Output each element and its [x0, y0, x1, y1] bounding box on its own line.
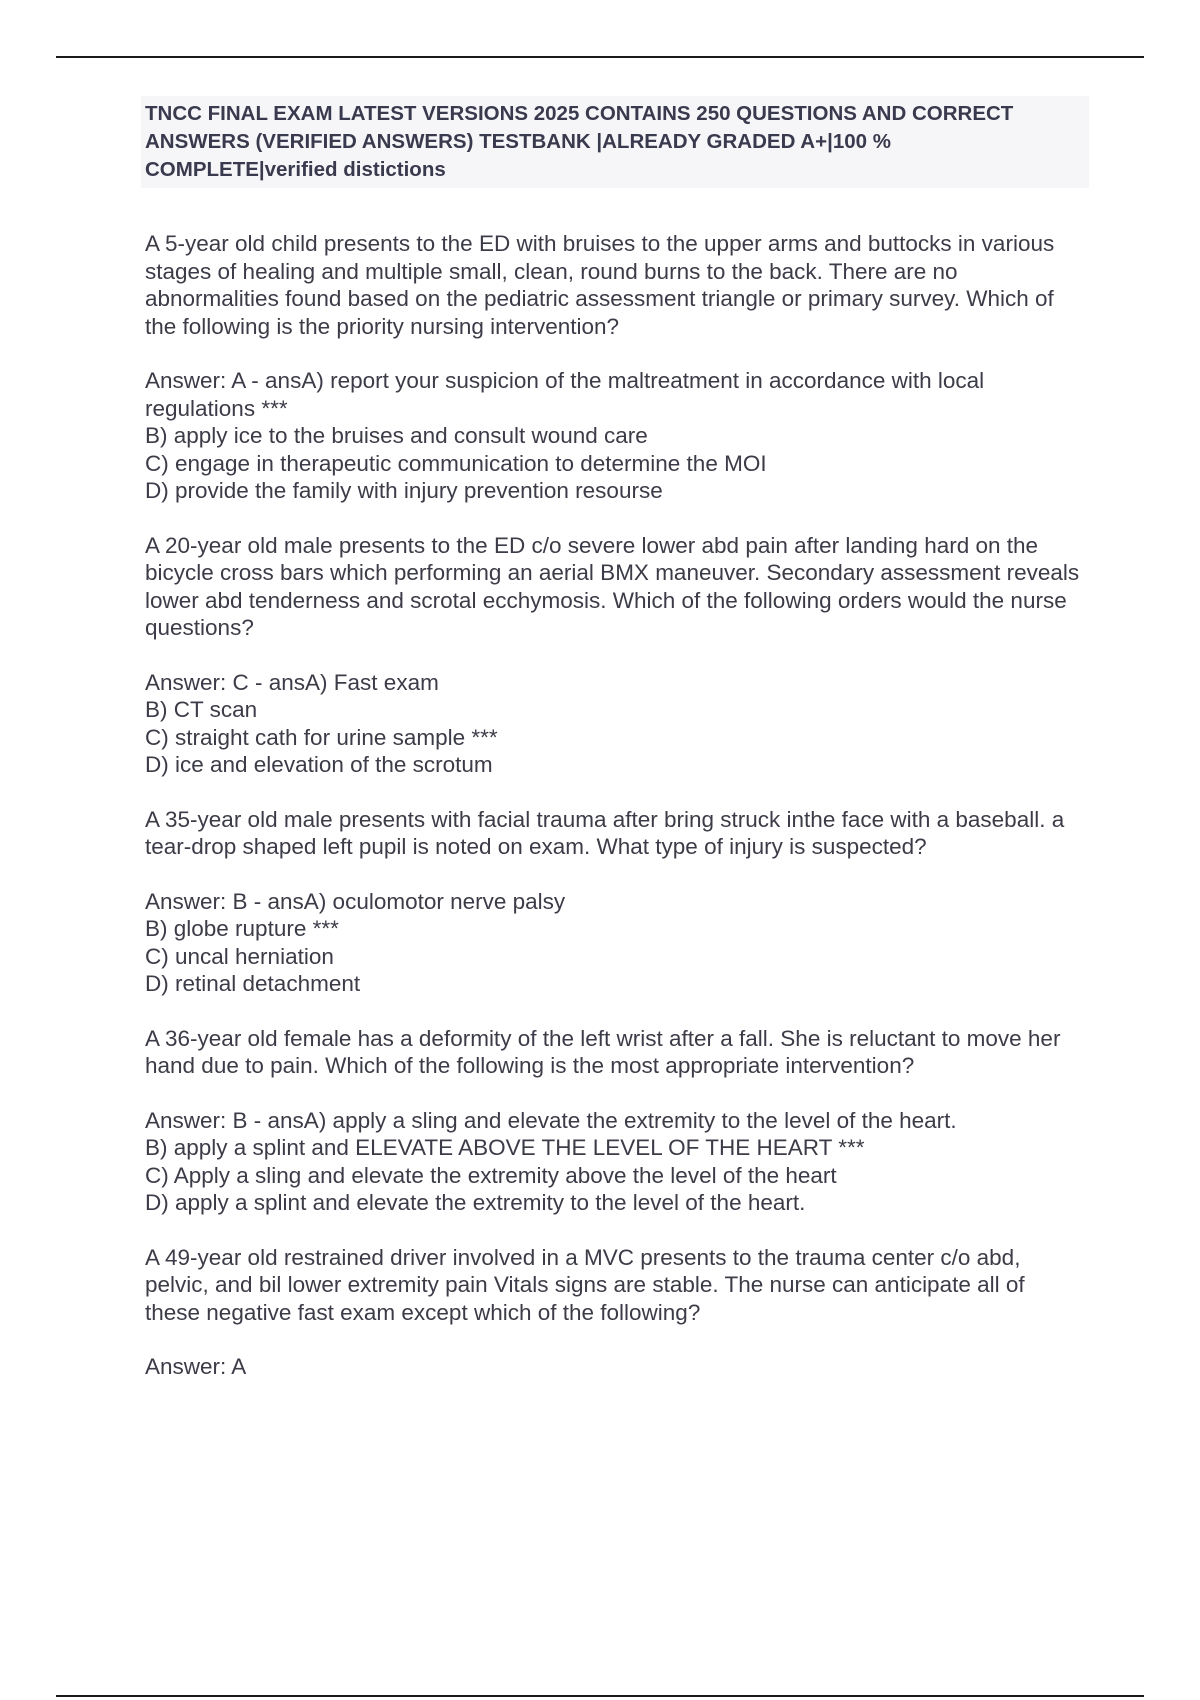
answer-line-2: Answer: C - ansA) Fast exam [145, 669, 439, 695]
option-3b: B) globe rupture *** [145, 916, 339, 941]
document-title: TNCC FINAL EXAM LATEST VERSIONS 2025 CONTAINS 250 QUESTIONS AND CORRECT ANSWERS (VERIFIED ANSWERS) TESTBANK |ALREADY GRADED A+|100 % COMPLETE|verified distictions [145, 102, 1014, 181]
question-3: A 35-year old male presents with facial trauma after bring struck inthe face with a baseball. a tear-drop shaped left pupil is noted on exam. What type of injury is suspected? [145, 806, 1065, 859]
answer-line-5: Answer: A [145, 1354, 247, 1379]
question-5: A 49-year old restrained driver involved in a MVC presents to the trauma center c/o abd, pelvic, and bil lower extremity pain Vitals signs are stable. The nurse can anticipate all of these negative fast exam except which of the following? [145, 1244, 1025, 1325]
answer-block-3 [145, 888, 1080, 998]
answer-line-4: Answer: B - ansA) apply a sling and elevate the extremity to the level of the heart. [145, 1107, 957, 1133]
option-4c: C) Apply a sling and elevate the extremity above the level of the heart [145, 1162, 837, 1188]
question-1: A 5-year old child presents to the ED with bruises to the upper arms and buttocks in various stages of healing and multiple small, clean, round burns to the back. There are no abnormalities found based on the pediatric assessment triangle or primary survey. Which of the following is the priority nursing intervention? [145, 231, 1055, 339]
option-2c: C) straight cath for urine sample *** [145, 724, 498, 750]
option-2d: D) ice and elevation of the scrotum [145, 752, 493, 777]
answer-block-5 [145, 1353, 1080, 1381]
question-4: A 36-year old female has a deformity of the left wrist after a fall. She is reluctant to move her hand due to pain. Which of the following is the most appropriate intervention? [145, 1025, 1061, 1078]
answer-line-3: Answer: B - ansA) oculomotor nerve palsy [145, 888, 566, 914]
option-4d: D) apply a splint and elevate the extremity to the level of the heart. [145, 1190, 806, 1215]
option-3c: C) uncal herniation [145, 943, 334, 969]
title-banner [141, 96, 1089, 188]
option-1d: D) provide the family with injury prevention resourse [145, 478, 663, 503]
top-divider [56, 56, 1144, 58]
answer-line-1: Answer: A - ansA) report your suspicion of the maltreatment in accordance with local regulations *** [145, 368, 985, 421]
answer-block-4 [145, 1107, 1080, 1217]
document-body [145, 230, 1080, 1408]
option-2b: B) CT scan [145, 697, 258, 722]
option-1c: C) engage in therapeutic communication to determine the MOI [145, 450, 767, 476]
option-4b: B) apply a splint and ELEVATE ABOVE THE LEVEL OF THE HEART *** [145, 1135, 865, 1160]
option-3d: D) retinal detachment [145, 971, 361, 996]
answer-block-1 [145, 367, 1080, 505]
option-1b: B) apply ice to the bruises and consult wound care [145, 423, 648, 448]
question-2: A 20-year old male presents to the ED c/o severe lower abd pain after landing hard on the bicycle cross bars which performing an aerial BMX maneuver. Secondary assessment reveals lower abd tenderness and scrotal ecchymosis. Which of the following orders would the nurse questions? [145, 532, 1080, 640]
bottom-divider [56, 1695, 1144, 1697]
answer-block-2 [145, 669, 1080, 779]
